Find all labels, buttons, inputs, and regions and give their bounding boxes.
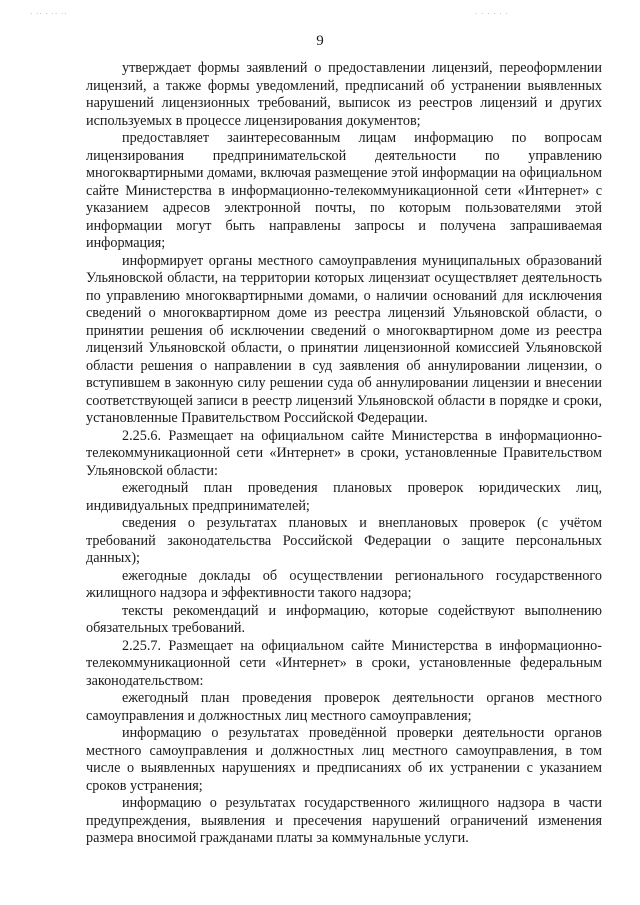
page-number: 9 [316,33,324,49]
paragraph-information: предоставляет заинтересованным лицам информацию по вопросам лицензирования предпринимательской деятельности по управлению многоквартирными домами, включая размещение этой информации на официальном сайте Министерства в информационно-телекоммуникационной сети «Интернет» с указанием адресов электронной почты, по которым пользователями этой информации могут быть направлены запросы и получена запрашиваемая информация; [86,130,602,251]
paragraph-annual-plan: ежегодный план проведения плановых проверок юридических лиц, индивидуальных предпринимателей; [86,480,602,514]
scan-artifact-right: · · · · · · [475,10,509,18]
paragraph-annual-reports: ежегодные доклады об осуществлении регионального государственного жилищного надзора и эффективности такого надзора; [86,567,602,601]
paragraph-recommendations: тексты рекомендаций и информацию, которые содействуют выполнению обязательных требований. [86,602,602,636]
paragraph-housing-supervision: информацию о результатах государственного жилищного надзора в части предупреждения, выявления и пресечения нарушений ограничений изменения размера вносимой гражданами платы за коммунальные услуги. [86,795,602,846]
paragraph-2-25-6: 2.25.6. Размещает на официальном сайте Министерства в информационно-телекоммуникационной сети «Интернет» в сроки, установленные Правительством Ульяновской области: [86,427,602,479]
document-body [86,60,602,848]
paragraph-local-plan: ежегодный план проведения проверок деятельности органов местного самоуправления и должностных лиц местного самоуправления; [86,690,602,724]
paragraph-2-25-7: 2.25.7. Размещает на официальном сайте Министерства в информационно-телекоммуникационной сети «Интернет» в сроки, установленные федеральным законодательством: [86,637,602,689]
paragraph-local-results: информацию о результатах проведённой проверки деятельности органов местного самоуправления и должностных лиц местного самоуправления, в том числе о выявленных нарушениях и предписаниях об их устранении с указанием сроков устранения; [86,725,602,794]
paragraph-inspection-results: сведения о результатах плановых и внеплановых проверок (с учётом требований законодательства Российской Федерации о защите персональных данных); [86,515,602,566]
paragraph-informs: информирует органы местного самоуправления муниципальных образований Ульяновской области, на территории которых лицензиат осуществляет деятельность по управлению многоквартирными домами, о наличии оснований для исключения сведений о многоквартирном доме из реестра лицензий Ульяновской области, о принятии решения об исключении сведений о многоквартирном доме из реестра лицензий Ульяновской области, о принятии лицензионной комиссией Ульяновской области решения о направлении в суд заявления об аннулировании лицензии, о вступившем в законную силу решении суда об аннулировании лицензии и внесении соответствующей записи в реестр лицензий Ульяновской области в порядке и сроки, установленные Правительством Российской Федерации. [86,252,602,426]
paragraph-forms: утверждает формы заявлений о предоставлении лицензий, переоформлении лицензий, а также формы уведомлений, предписаний об устранении выявленных нарушений лицензионных требований, выписок из реестров лицензий и других используемых в процессе лицензирования документов; [86,60,602,129]
scan-artifact-left: · ·· · ·· ·· [30,10,68,18]
